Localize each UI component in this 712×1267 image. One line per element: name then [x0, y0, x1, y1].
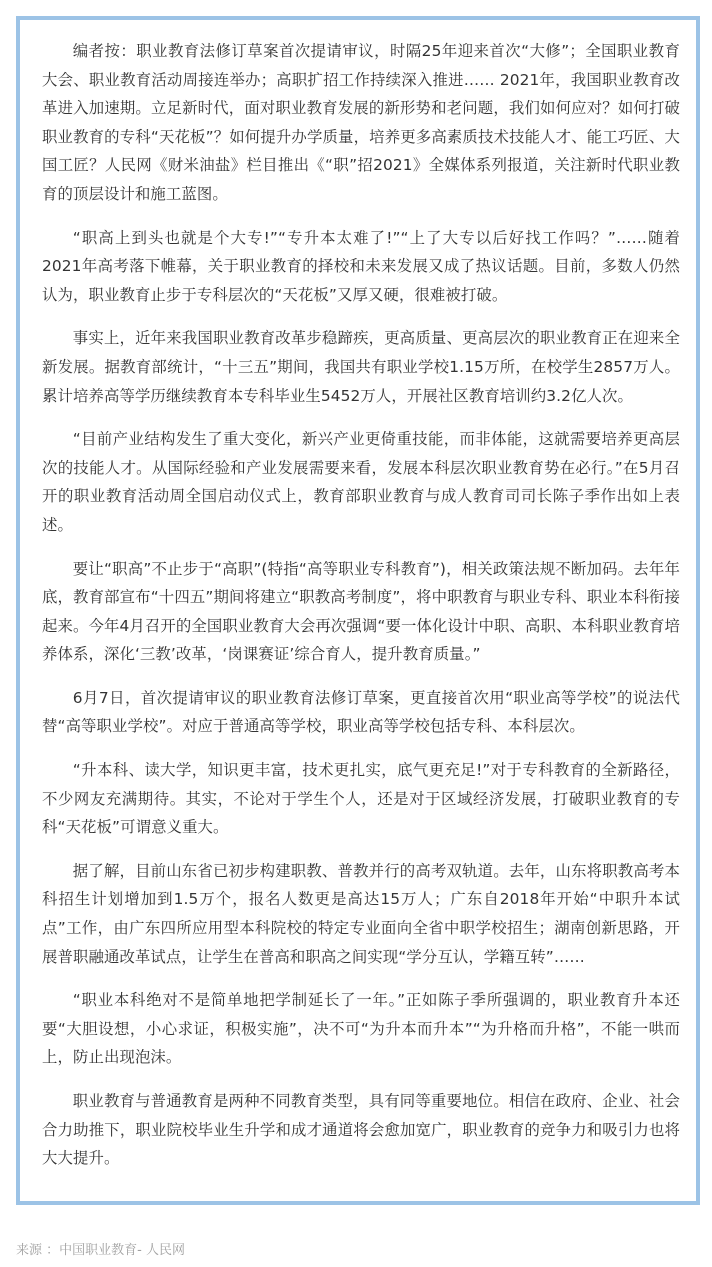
article-paragraph: 据了解，目前山东省已初步构建职教、普教并行的高考双轨道。去年，山东将职教高考本科招生计划增加到1.5万个，报名人数更是高达15万人；广东自2018年开始“中职升本试点”工作，由广东四所应用型本科院校的特定专业面向全省中职学校招生；湖南创新思路，开展普职融通改革试点，让学生在普高和职高之间实现“学分互认，学籍互转”…… [42, 861, 680, 966]
article-box [16, 16, 700, 1205]
article-paragraph: “职高上到头也就是个大专!”“专升本太难了!”“上了大专以后好找工作吗？”……随着2021年高考落下帷幕，关于职业教育的择校和未来发展又成了热议话题。目前，多数人仍然认为，职业教育止步于专科层次的“天花板”又厚又硬，很难被打破。 [42, 228, 680, 304]
source-credit: 来源 ：中国职业教育- 人民网 [16, 1243, 185, 1258]
article-paragraph: “职业本科绝对不是简单地把学制延长了一年。”正如陈子季所强调的，职业教育升本还要“大胆设想，小心求证，积极实施”，决不可“为升本而升本”“为升格而升格”，不能一哄而上，防止出现泡沫。 [42, 991, 680, 1067]
article-paragraph: “升本科、读大学，知识更丰富，技术更扎实，底气更充足!”对于专科教育的全新路径，不少网友充满期待。其实，不论对于学生个人，还是对于区域经济发展，打破职业教育的专科“天花板”可谓意义重大。 [42, 761, 680, 837]
article-paragraph: 事实上，近年来我国职业教育改革步稳蹄疾，更高质量、更高层次的职业教育正在迎来全新发展。据教育部统计，“十三五”期间，我国共有职业学校1.15万所，在校学生2857万人。累计培养高等学历继续教育本专科毕业生5452万人，开展社区教育培训约3.2亿人次。 [42, 329, 680, 405]
article-paragraph: 要让“职高”不止步于“高职”(特指“高等职业专科教育”)，相关政策法规不断加码。去年年底，教育部宣布“十四五”期间将建立“职教高考制度”，将中职教育与职业专科、职业本科衔接起来。今年4月召开的全国职业教育大会再次强调“要一体化设计中职、高职、本科职业教育培养体系，深化‘三教’改革，‘岗课赛证’综合育人，提升教育质量。” [42, 559, 680, 664]
article-paragraph: 6月7日，首次提请审议的职业教育法修订草案，更直接首次用“职业高等学校”的说法代替“高等职业学校”。对应于普通高等学校，职业高等学校包括专科、本科层次。 [42, 688, 680, 736]
article-paragraph: 职业教育与普通教育是两种不同教育类型，具有同等重要地位。相信在政府、企业、社会合力助推下，职业院校毕业生升学和成才通道将会愈加宽广，职业教育的竞争力和吸引力也将大大提升。 [42, 1092, 680, 1168]
editor-note-paragraph: 编者按：职业教育法修订草案首次提请审议，时隔25年迎来首次“大修”；全国职业教育大会、职业教育活动周接连举办；高职扩招工作持续深入推进…… 2021年，我国职业教育改革进入加速期。立足新时代，面对职业教育发展的新形势和老问题，我们如何应对？如何打破职业教育的专科“天花板”？如何提升办学质量，培养更多高素质技术技能人才、能工巧匠、大国工匠？人民网《财米油盐》栏目推出《“职”招2021》全媒体系列报道，关注新时代职业教育的顶层设计和施工蓝图。 [42, 42, 680, 203]
article-paragraph: “目前产业结构发生了重大变化，新兴产业更倚重技能，而非体能，这就需要培养更高层次的技能人才。从国际经验和产业发展需要来看，发展本科层次职业教育势在必行。”在5月召开的职业教育活动周全国启动仪式上，教育部职业教育与成人教育司司长陈子季作出如上表述。 [42, 430, 680, 534]
